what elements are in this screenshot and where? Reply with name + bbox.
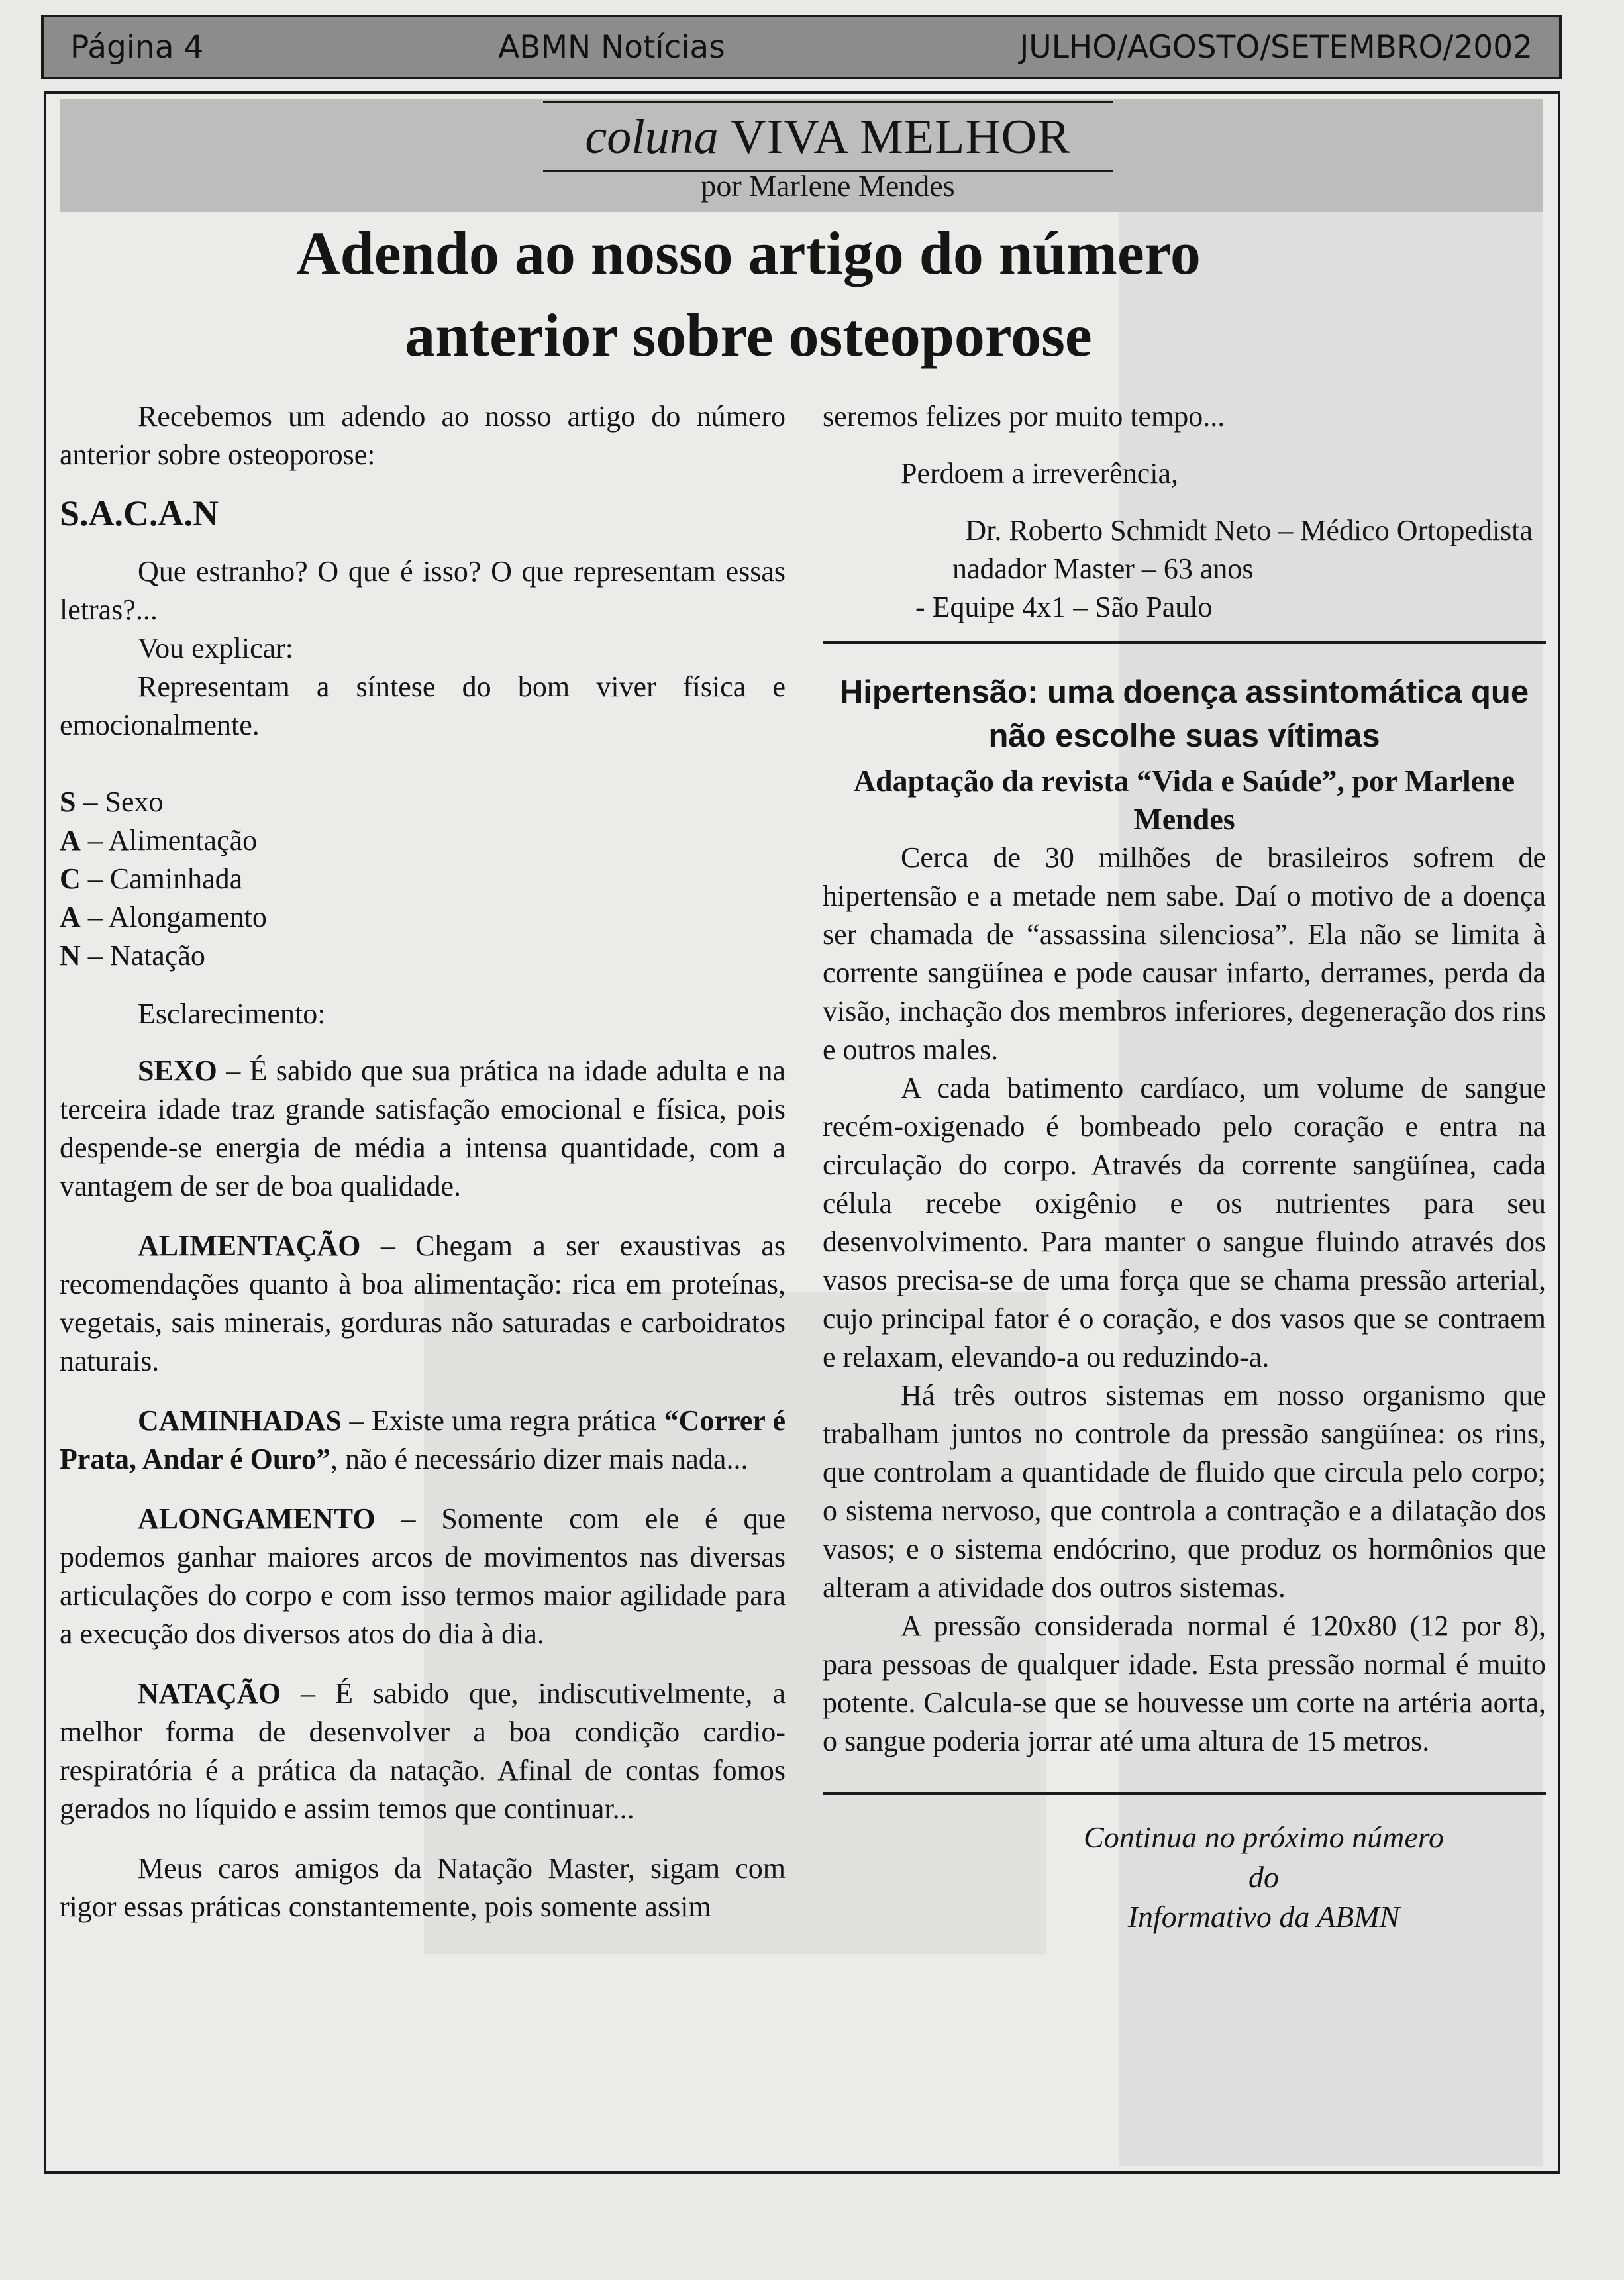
signature-line: - Equipe 4x1 – São Paulo [915, 591, 1213, 623]
list-text: – Natação [80, 939, 205, 972]
signature-line: Dr. Roberto Schmidt Neto – Médico Ortopedista [965, 514, 1533, 546]
page-number: Página 4 [70, 28, 204, 66]
list-letter: A [60, 901, 81, 933]
list-letter: C [60, 862, 81, 895]
list-item [60, 783, 786, 821]
column-title [543, 101, 1113, 172]
closing-paragraph: Meus caros amigos da Natação Master, sigam com rigor essas práticas constantemente, pois somente assim [60, 1852, 786, 1923]
list-item [60, 898, 786, 937]
publication-name: ABMN Notícias [498, 28, 725, 66]
list-text: – Alongamento [80, 901, 267, 933]
caminhadas-quote: “Correr é Prata, Andar é Ouro” [60, 1404, 786, 1475]
page-header [41, 15, 1562, 79]
caminhadas-text: – Existe uma regra prática [342, 1404, 664, 1437]
natacao-term: NATAÇÃO [138, 1677, 281, 1710]
continue-divider [823, 1792, 1546, 1795]
acronym-list [60, 783, 786, 975]
issue-date: JULHO/AGOSTO/SETEMBRO/2002 [1019, 28, 1533, 66]
column-name-italic: coluna [585, 110, 719, 164]
sexo-term: SEXO [138, 1055, 217, 1087]
continue-note [823, 1818, 1546, 1937]
continue-line: do [1248, 1860, 1279, 1894]
represent-paragraph: Representam a síntese do bom viver física e emocionalmente. [60, 670, 786, 741]
hipertensao-title-line-2: não escolhe suas vítimas [988, 718, 1380, 754]
closing-continuation: seremos felizes por muito tempo... [823, 400, 1225, 433]
sexo-paragraph [60, 1052, 786, 1206]
caminhadas-term: CAMINHADAS [138, 1404, 342, 1437]
caminhadas-paragraph [60, 1402, 786, 1478]
list-item [60, 821, 786, 860]
section-divider [823, 641, 1546, 644]
sexo-text: – É sabido que sua prática na idade adulta e na terceira idade traz grande satisfação emocional e física, pois despende-se energia de média a intensa quantidade, com a vantagem de ser de boa qualidade. [60, 1055, 786, 1202]
list-item [60, 937, 786, 975]
headline-line-2: anterior sobre osteoporose [405, 301, 1092, 369]
acronym-heading: S.A.C.A.N [60, 493, 219, 533]
explain-paragraph: Vou explicar: [138, 632, 294, 664]
hipertensao-paragraph-4: A pressão considerada normal é 120x80 (12 por 8), para pessoas de qualquer idade. Esta pressão normal é muito potente. Calcula-se que se houvesse um corte na artéria aorta, o sangue poderia jorrar até uma altura de 15 metros. [823, 1610, 1546, 1757]
column-name-caps: VIVA MELHOR [731, 110, 1071, 164]
alimentacao-term: ALIMENTAÇÃO [138, 1229, 361, 1262]
list-letter: A [60, 824, 81, 856]
alimentacao-text: – Chegam a ser exaustivas as recomendações quanto à boa alimentação: rica em proteínas, vegetais, sais minerais, gorduras não saturadas e carboidratos naturais. [60, 1229, 786, 1377]
byline: por Marlene Mendes [701, 169, 955, 203]
continue-line: Continua no próximo número [1084, 1820, 1444, 1854]
hipertensao-paragraph-2: A cada batimento cardíaco, um volume de sangue recém-oxigenado é bombeado pelo coração e entra na circulação do corpo. Através da corrente sangüínea, cada célula recebe oxigênio e os nutrientes para seu desenvolvimento. Para manter o sangue fluindo através dos vasos precisa-se de uma força que se chama pressão arterial, cujo principal fator é o coração, e dos vasos que se contraem e relaxam, elevando-a ou reduzindo-a. [823, 1072, 1546, 1373]
hipertensao-paragraph-1: Cerca de 30 milhões de brasileiros sofrem de hipertensão e a metade nem sabe. Daí o motivo de a doença ser chamada de “assassina silenciosa”. Ela não se limita à corrente sangüínea e pode causar infarto, derrames, perda da visão, inchação dos membros inferiores, degeneração dos rins e outros males. [823, 841, 1546, 1066]
article-headline [86, 212, 1411, 376]
list-letter: N [60, 939, 81, 972]
intro-paragraph: Recebemos um adendo ao nosso artigo do número anterior sobre osteoporose: [60, 400, 786, 471]
continue-line: Informativo da ABMN [1127, 1900, 1400, 1934]
hipertensao-paragraph-3: Há três outros sistemas em nosso organismo que trabalham juntos no controle da pressão sangüínea: os rins, que controlam a quantidade de fluido que circula pelo corpo; o sistema nervoso, que controla a contração e a dilatação dos vasos; e o sistema endócrino, que produz os hormônios que alteram a atividade dos outros sistemas. [823, 1379, 1546, 1604]
caminhadas-text-end: , não é necessário dizer mais nada... [330, 1443, 748, 1475]
alongamento-text: – Somente com ele é que podemos ganhar maiores arcos de movimentos nas diversas articulações do corpo e com isso termos maior agilidade para a execução dos diversos atos do dia à dia. [60, 1502, 786, 1650]
list-text: – Sexo [76, 786, 164, 818]
list-text: – Alimentação [80, 824, 258, 856]
list-letter: S [60, 786, 76, 818]
natacao-paragraph [60, 1675, 786, 1828]
natacao-text: – É sabido que, indiscutivelmente, a melhor forma de desenvolver a boa condição cardio-respiratória é a prática da natação. Afinal de contas fomos gerados no líquido e assim temos que continuar... [60, 1677, 786, 1825]
list-text: – Caminhada [80, 862, 243, 895]
hipertensao-subtitle: Adaptação da revista “Vida e Saúde”, por Marlene Mendes [853, 764, 1515, 836]
alongamento-term: ALONGAMENTO [138, 1502, 376, 1535]
signature-line: nadador Master – 63 anos [952, 552, 1254, 585]
alongamento-paragraph [60, 1500, 786, 1653]
headline-line-1: Adendo ao nosso artigo do número [296, 219, 1201, 287]
question-paragraph: Que estranho? O que é isso? O que representam essas letras?... [60, 555, 786, 626]
sorry-line: Perdoem a irreverência, [901, 457, 1178, 490]
left-column [60, 397, 786, 1926]
hipertensao-title-line-1: Hipertensão: uma doença assintomática que [839, 674, 1529, 710]
signature-block [823, 511, 1546, 627]
alimentacao-paragraph [60, 1227, 786, 1380]
clarify-paragraph: Esclarecimento: [138, 998, 326, 1030]
column-name [543, 103, 1113, 170]
right-column [823, 397, 1546, 1937]
list-item [60, 860, 786, 898]
hipertensao-title [823, 670, 1546, 758]
